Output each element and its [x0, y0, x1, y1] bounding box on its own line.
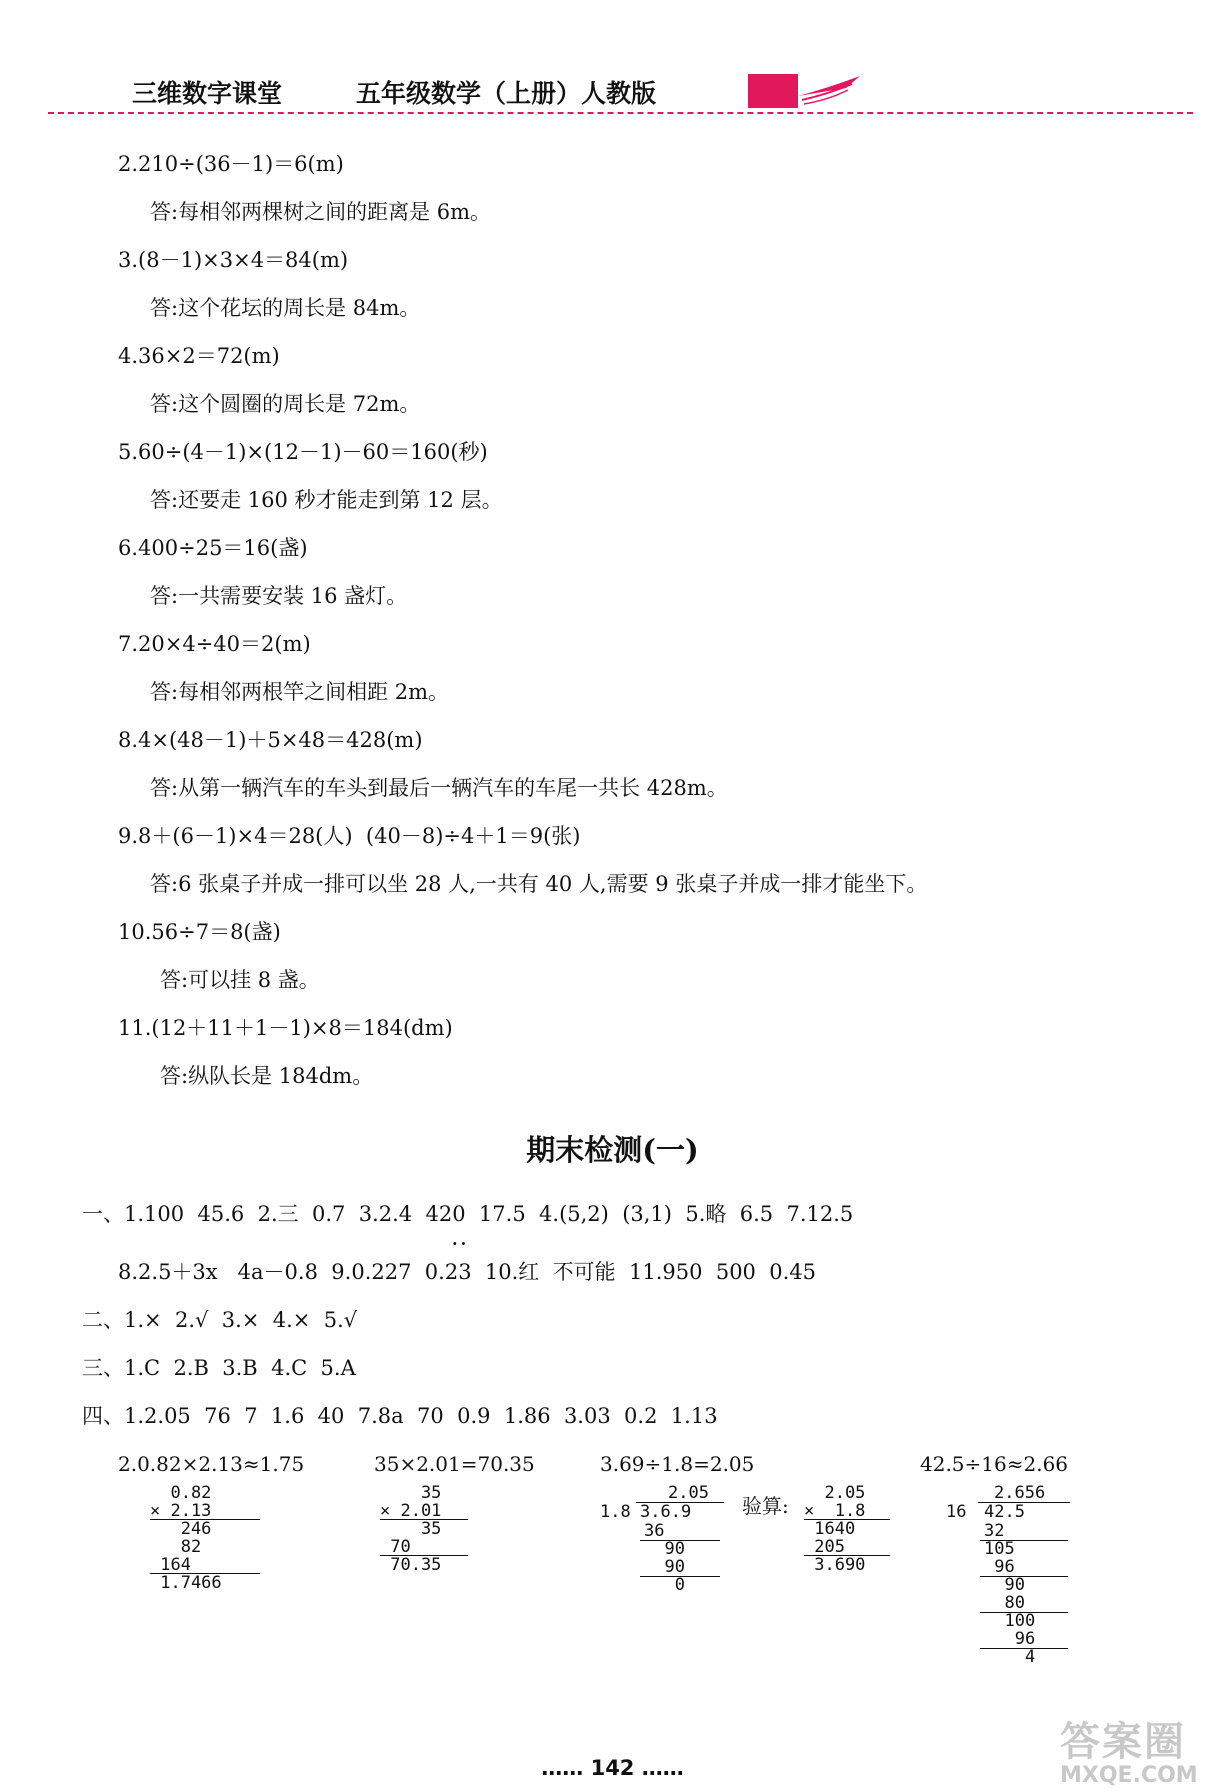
part-three-line: 三、1.C 2.B 3.B 4.C 5.A: [82, 1356, 356, 1380]
calc-3-header: 3.69÷1.8=2.05: [600, 1452, 755, 1476]
calc-4-rule: [980, 1648, 1068, 1649]
answer-equation-3: 3.(8－1)×3×4＝84(m): [118, 248, 349, 272]
calc-3-check-work: 2.05 × 1.8 1640 205 3.690: [804, 1483, 866, 1575]
answer-equation-4: 4.36×2＝72(m): [118, 344, 280, 368]
answer-equation-9: 9.8＋(6－1)×4＝28(人) (40－8)÷4＋1＝9(张): [118, 824, 581, 848]
part-one-line-2: 8.2.5＋3x 4a－0.8 9.0.227 0.23 10.红 不可能 11.950 500 0.45: [118, 1260, 817, 1284]
answer-equation-2: 2.210÷(36－1)＝6(m): [118, 152, 344, 176]
calc-3-rule: [640, 1576, 720, 1577]
part-two-line: 二、1.× 2.√ 3.× 4.× 5.√: [82, 1308, 358, 1332]
calc-1-rule: [150, 1573, 260, 1574]
header-divider: [48, 112, 1193, 114]
calc-4-division-bar: [978, 1502, 1070, 1503]
answer-text-5: 答:还要走 160 秒才能走到第 12 层。: [150, 488, 503, 512]
section-title: 期末检测(一): [526, 1133, 699, 1167]
answer-text-7: 答:每相邻两根竿之间相距 2m。: [150, 680, 450, 704]
answer-text-3: 答:这个花坛的周长是 84m。: [150, 296, 421, 320]
calc-4-header: 42.5÷16≈2.66: [920, 1452, 1069, 1476]
part-four-line: 四、1.2.05 76 7 1.6 40 7.8a 70 0.9 1.86 3.03 0.2 1.13: [82, 1404, 718, 1428]
calc-4-dividend: 42.5: [984, 1502, 1025, 1522]
calc-3-rule: [640, 1540, 720, 1541]
calc-3-check-rule: [804, 1555, 890, 1556]
calc-2-rule: [380, 1519, 468, 1520]
answer-equation-11: 11.(12＋11＋1－1)×8＝184(dm): [118, 1016, 453, 1040]
answer-text-10: 答:可以挂 8 盏。: [160, 968, 320, 992]
page-number: …… 142 ……: [541, 1756, 684, 1780]
calc-4-steps: 32 105 96 90 80 100 96 4: [984, 1521, 1036, 1667]
rocket-logo-icon: [748, 70, 878, 114]
calc-2-rule: [380, 1555, 468, 1556]
calc-3-check-rule: [804, 1519, 890, 1520]
calc-2-header: 35×2.01=70.35: [374, 1452, 535, 1476]
calc-3-quotient: 2.05: [668, 1483, 709, 1503]
watermark-text: 答案圈: [1060, 1719, 1186, 1765]
calc-4-rule: [980, 1576, 1068, 1577]
answer-equation-5: 5.60÷(4－1)×(12－1)－60＝160(秒): [118, 440, 488, 464]
calc-4-divisor: 16: [946, 1502, 967, 1522]
answer-text-8: 答:从第一辆汽车的车头到最后一辆汽车的车尾一共长 428m。: [150, 776, 728, 800]
page-header: [0, 0, 1225, 118]
watermark: [1060, 1710, 1198, 1788]
answer-text-4: 答:这个圆圈的周长是 72m。: [150, 392, 421, 416]
answer-text-6: 答:一共需要安装 16 盏灯。: [150, 584, 408, 608]
calc-3-steps: 36 90 90 0: [644, 1521, 685, 1595]
calc-1-rule: [150, 1519, 260, 1520]
calc-2-work: 35 × 2.01 35 70 70.35: [380, 1483, 442, 1575]
answer-equation-6: 6.400÷25＝16(盏): [118, 536, 308, 560]
calc-1-header: 2.0.82×2.13≈1.75: [118, 1452, 305, 1476]
calc-3-division-bar: [636, 1502, 724, 1503]
repeating-decimal-dots: ··: [452, 1234, 470, 1253]
calc-4-rule: [980, 1612, 1068, 1613]
calc-3-divisor: 1.8: [600, 1502, 631, 1522]
answer-equation-10: 10.56÷7＝8(盏): [118, 920, 281, 944]
calc-4-rule: [980, 1540, 1068, 1541]
part-one-line-1: 一、1.100 45.6 2.三 0.7 3.2.4 420 17.5 4.(5,2) (3,1) 5.略 6.5 7.12.5: [82, 1202, 854, 1226]
watermark-url: MXQE.COM: [1060, 1763, 1198, 1788]
book-title: 五年级数学（上册）人教版: [356, 79, 657, 108]
check-label: 验算:: [742, 1494, 789, 1518]
answer-text-11: 答:纵队长是 184dm。: [160, 1064, 374, 1088]
calc-4-quotient: 2.656: [994, 1483, 1046, 1503]
calc-3-dividend: 3.6.9: [640, 1502, 692, 1522]
answer-equation-8: 8.4×(48－1)＋5×48＝428(m): [118, 728, 423, 752]
answer-text-2: 答:每相邻两棵树之间的距离是 6m。: [150, 200, 492, 224]
answer-text-9: 答:6 张桌子并成一排可以坐 28 人,一共有 40 人,需要 9 张桌子并成一排才能坐下。: [150, 872, 928, 896]
calc-1-work: 0.82 × 2.13 246 82 164 1.7466: [150, 1483, 222, 1593]
series-title: 三维数字课堂: [132, 79, 283, 108]
answer-equation-7: 7.20×4÷40＝2(m): [118, 632, 311, 656]
